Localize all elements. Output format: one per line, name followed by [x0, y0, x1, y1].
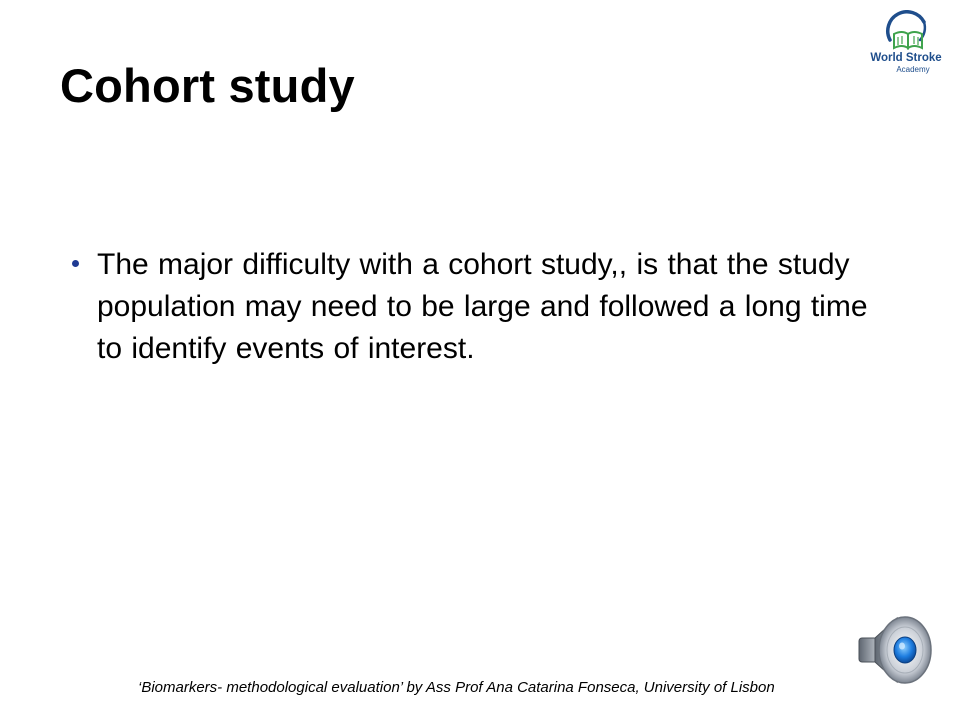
- world-stroke-academy-logo: [866, 10, 946, 78]
- bullet-dot-icon: [72, 260, 79, 267]
- bullet-text: The major difficulty with a cohort study,, is that the study population may need to be large and followed a long time to identify events of interest.: [97, 248, 868, 365]
- slide-title: Cohort study: [60, 59, 355, 112]
- audio-speaker-button[interactable]: [853, 608, 937, 692]
- bullet-item: [72, 244, 892, 370]
- logo-name: World Stroke: [870, 52, 942, 64]
- slide-footer-citation: ‘Biomarkers- methodological evaluation’ by Ass Prof Ana Catarina Fonseca, University of Lisbon: [138, 679, 775, 696]
- open-book-globe-icon: [880, 10, 936, 52]
- speaker-icon: [853, 608, 937, 692]
- logo-subtitle: Academy: [896, 65, 930, 74]
- slide-body: [72, 244, 892, 370]
